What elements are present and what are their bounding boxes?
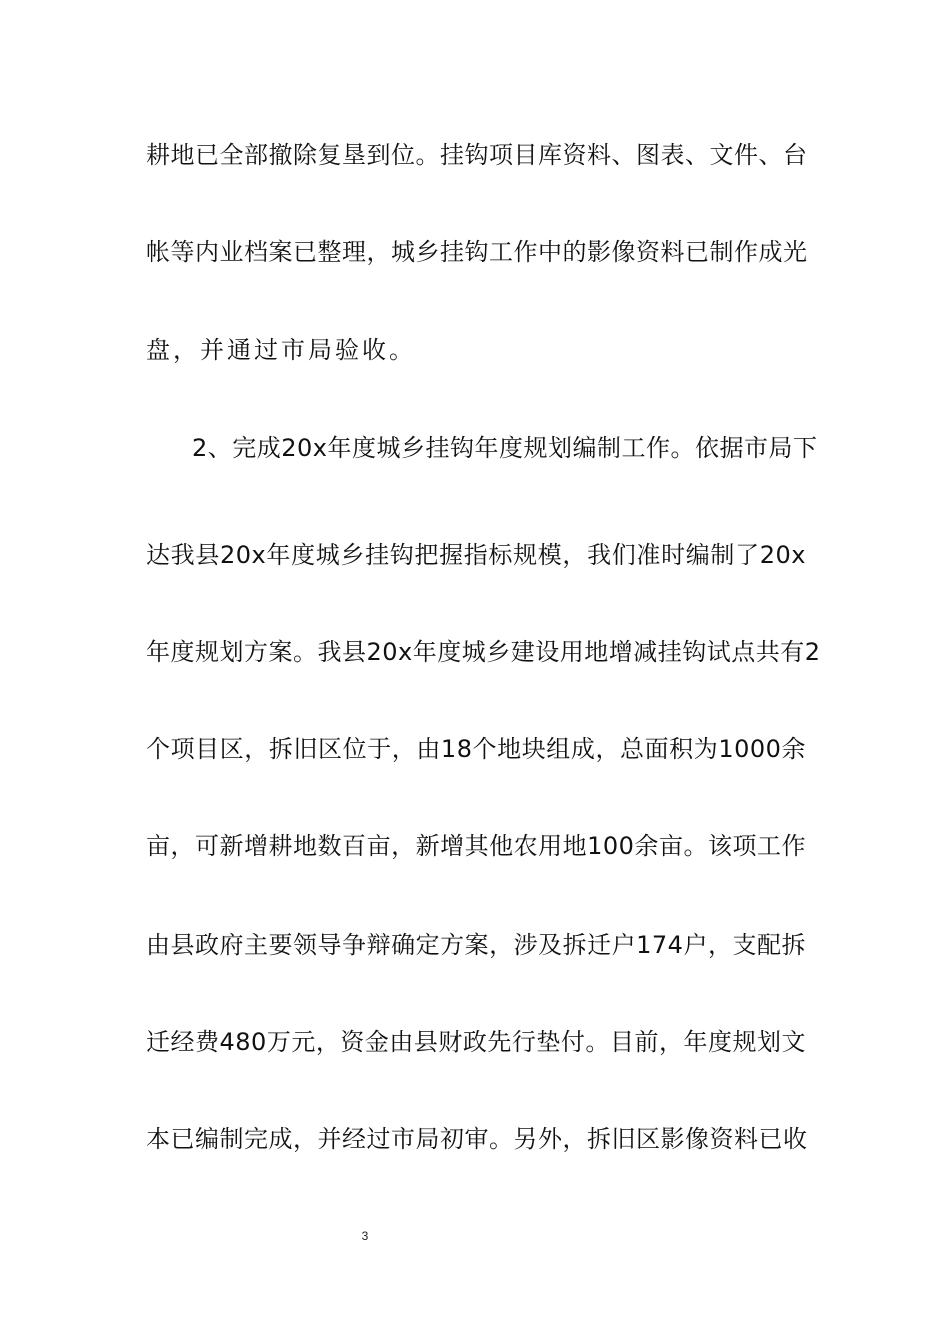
- page-number: 3: [361, 1229, 369, 1243]
- body-line-11: 本已编制完成，并经过市局初审。另外，拆旧区影像资料已收: [146, 1125, 808, 1153]
- body-line-3: 盘，并通过市局验收。: [146, 336, 416, 364]
- body-line-1: 耕地已全部撤除复垦到位。挂钩项目库资料、图表、文件、台: [146, 141, 808, 169]
- body-line-9: 由县政府主要领导争辩确定方案，涉及拆迁户174户，支配拆: [146, 931, 806, 959]
- body-line-6: 年度规划方案。我县20x年度城乡建设用地增减挂钩试点共有2: [146, 638, 821, 666]
- body-line-2: 帐等内业档案已整理，城乡挂钩工作中的影像资料已制作成光: [146, 238, 808, 266]
- body-line-5: 达我县20x年度城乡挂钩把握指标规模，我们准时编制了20x: [146, 541, 806, 569]
- body-line-4: 2、完成20x年度城乡挂钩年度规划编制工作。依据市局下: [192, 434, 818, 462]
- body-line-7: 个项目区，拆旧区位于，由18个地块组成，总面积为1000余: [146, 735, 806, 763]
- body-line-10: 迁经费480万元，资金由县财政先行垫付。目前，年度规划文: [146, 1028, 806, 1056]
- body-line-8: 亩，可新增耕地数百亩，新增其他农用地100余亩。该项工作: [146, 832, 806, 860]
